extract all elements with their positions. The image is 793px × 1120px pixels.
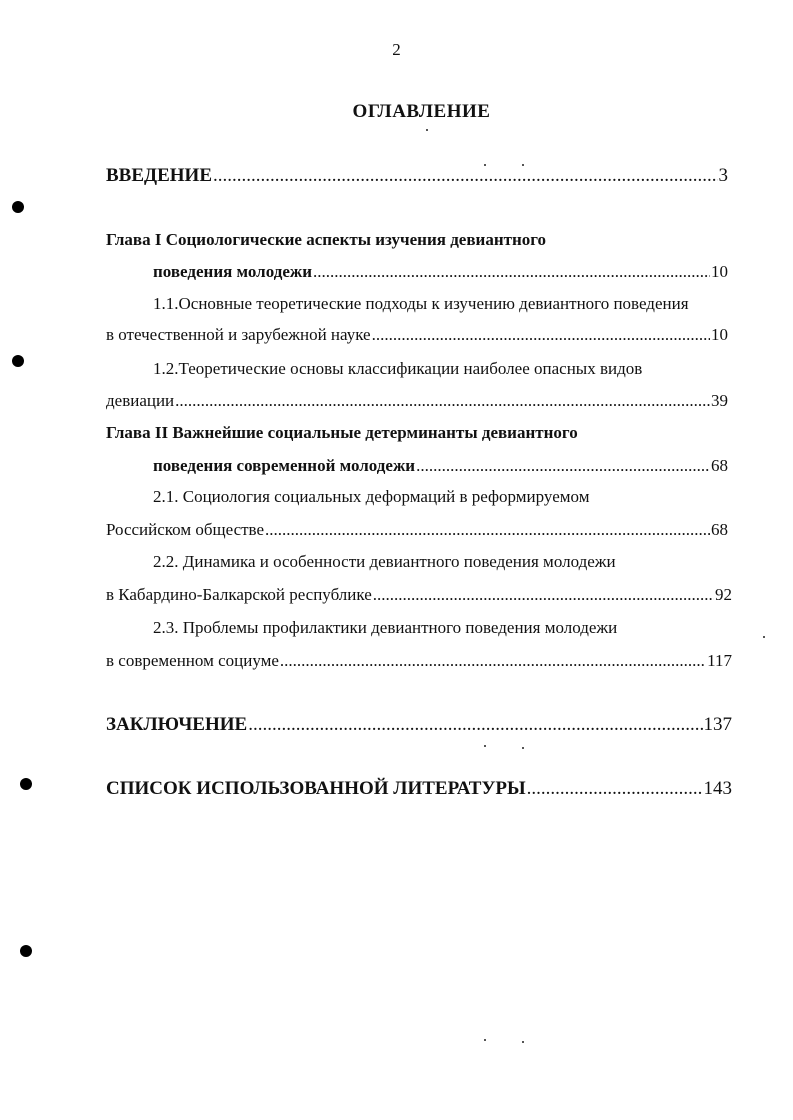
toc-section-2-3-heading[interactable]: 2.3. Проблемы профилактики девиантного поведения молодежи — [153, 618, 618, 637]
toc-section-1-1-heading[interactable]: 1.1.Основные теоретические подходы к изучению девиантного поведения — [153, 294, 689, 313]
dot-leader — [372, 324, 710, 346]
toc-entry-label: ЗАКЛЮЧЕНИЕ — [106, 714, 248, 735]
dot-leader — [313, 261, 710, 283]
toc-entry-label: в отечественной и зарубежной науке — [106, 325, 371, 344]
toc-section-2-2-heading[interactable]: 2.2. Динамика и особенности девиантного поведения молодежи — [153, 552, 616, 571]
toc-entry-label: ВВЕДЕНИЕ — [106, 165, 212, 186]
toc-entry-chapter-2[interactable] — [153, 455, 728, 477]
page-title: ОГЛАВЛЕНИЕ — [352, 101, 491, 122]
toc-page-number: 10 — [711, 325, 728, 344]
toc-page-number: 92 — [715, 585, 732, 604]
dot-leader — [416, 455, 710, 477]
dot-leader — [373, 584, 714, 606]
toc-entry-label: девиации — [106, 391, 175, 410]
toc-page-number: 68 — [711, 520, 728, 539]
toc-entry-label: в Кабардино-Балкарской республике — [106, 585, 372, 604]
toc-page-number: 143 — [703, 778, 732, 799]
toc-page-number: 68 — [711, 456, 728, 475]
toc-section-1-2-heading[interactable]: 1.2.Теоретические основы классификации наиболее опасных видов — [153, 359, 643, 378]
toc-page-number: 10 — [711, 262, 728, 281]
toc-entry-introduction[interactable] — [106, 165, 728, 187]
punch-hole — [20, 778, 32, 790]
toc-page-number: 137 — [703, 714, 732, 735]
scan-speck — [522, 747, 524, 749]
scan-speck — [484, 1039, 486, 1041]
dot-leader — [248, 714, 702, 736]
toc-page-number: 39 — [711, 391, 728, 410]
punch-hole — [20, 945, 32, 957]
toc-entry-section-2-1[interactable] — [106, 519, 728, 541]
toc-entry-label: поведения молодежи — [153, 262, 313, 281]
scan-speck — [522, 1041, 524, 1043]
toc-entry-label: СПИСОК ИСПОЛЬЗОВАННОЙ ЛИТЕРАТУРЫ — [106, 778, 526, 799]
dot-leader — [280, 650, 706, 672]
toc-entry-section-2-3[interactable] — [106, 650, 732, 672]
toc-entry-label: поведения современной молодежи — [153, 456, 416, 475]
page-number: 2 — [392, 40, 401, 59]
toc-entry-label: Российском обществе — [106, 520, 265, 539]
toc-entry-section-2-2[interactable] — [106, 584, 732, 606]
scan-speck — [484, 745, 486, 747]
toc-entry-chapter-1[interactable] — [153, 261, 728, 283]
toc-chapter-2-heading[interactable]: Глава II Важнейшие социальные детерминанты девиантного — [106, 423, 578, 442]
toc-entry-label: в современном социуме — [106, 651, 279, 670]
toc-page-number: 117 — [707, 651, 732, 670]
scan-speck — [763, 636, 765, 638]
toc-entry-conclusion[interactable] — [106, 714, 732, 736]
toc-entry-references[interactable] — [106, 778, 732, 800]
toc-chapter-1-heading[interactable]: Глава I Социологические аспекты изучения девиантного — [106, 230, 547, 249]
scan-speck — [426, 129, 428, 131]
punch-hole — [12, 201, 24, 213]
dot-leader — [213, 165, 718, 187]
toc-entry-section-1-2[interactable] — [106, 390, 728, 412]
dot-leader — [265, 519, 710, 541]
toc-entry-section-1-1[interactable] — [106, 324, 728, 346]
dot-leader — [527, 778, 703, 800]
punch-hole — [12, 355, 24, 367]
toc-page-number: 3 — [718, 165, 728, 186]
dot-leader — [175, 390, 710, 412]
toc-section-2-1-heading[interactable]: 2.1. Социология социальных деформаций в реформируемом — [153, 487, 590, 506]
